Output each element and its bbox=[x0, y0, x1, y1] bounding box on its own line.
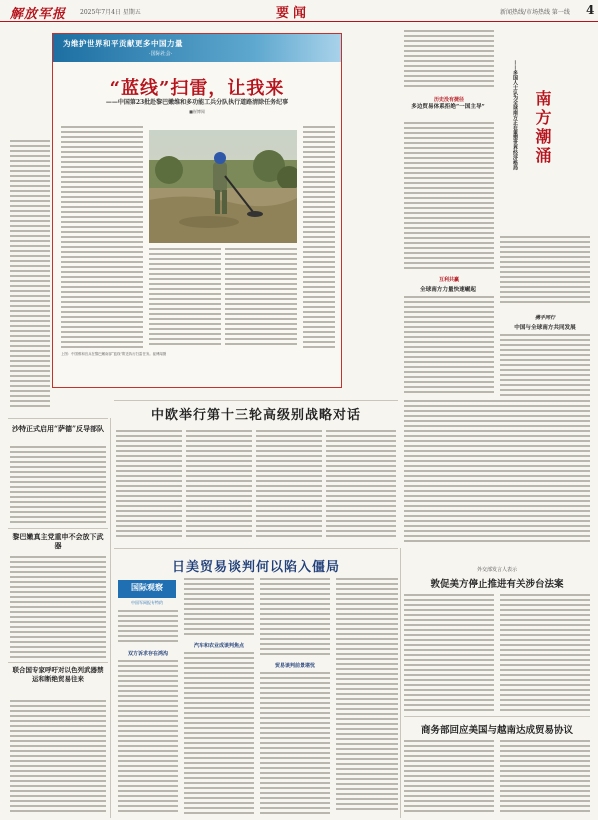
story-saudi-thaad-headline: 沙特正式启用“萨德”反导部队 bbox=[11, 424, 105, 433]
commentary-headline: 多边贸易体系拒绝“一国主导” bbox=[411, 104, 485, 110]
right-article-top-text bbox=[404, 30, 494, 90]
global-south-text bbox=[404, 296, 494, 396]
section-kicker-win-win: 互利共赢 bbox=[438, 277, 459, 283]
eu-dialogue-text-2 bbox=[186, 430, 252, 542]
article-body-left-top bbox=[58, 392, 59, 393]
badge-label: 国际观察 bbox=[131, 583, 163, 592]
story-un-experts-text bbox=[10, 700, 106, 815]
divider bbox=[404, 716, 590, 717]
feature-text-col-3 bbox=[149, 248, 221, 348]
divider bbox=[114, 548, 398, 549]
issue-date: 2025年7月4日 星期五 bbox=[80, 9, 141, 16]
mfa-taiwan-headline: 敦促美方停止推进有关涉台法案 bbox=[430, 579, 564, 590]
feature-text-col-1 bbox=[61, 126, 143, 348]
right-article-lower-text bbox=[404, 400, 590, 546]
feature-text-col-2 bbox=[303, 126, 335, 348]
newspaper-logo: 解放军报 bbox=[10, 7, 67, 22]
feature-subheadline: ——中国第23批赴黎巴嫩维和多功能工兵分队执行道路清除任务纪事 bbox=[105, 99, 289, 106]
column-divider bbox=[400, 548, 401, 818]
mofcom-vietnam-text-2 bbox=[500, 740, 590, 816]
eu-dialogue-text-4 bbox=[326, 430, 396, 542]
feature-headline: “蓝线”扫雷，让我来 bbox=[109, 78, 285, 99]
eu-dialogue-headline: 中欧举行第十三轮高级别战略对话 bbox=[150, 408, 361, 423]
divider bbox=[8, 662, 108, 663]
section-headline-global-south: 全球南方力量快速崛起 bbox=[420, 287, 476, 293]
japan-subhead-gap: 双方诉求存在鸿沟 bbox=[127, 651, 168, 657]
feature-banner-title: 为维护世界和平贡献更多中国力量 bbox=[63, 39, 183, 48]
japan-us-trade-headline: 日美贸易谈判何以陷入僵局 bbox=[171, 560, 340, 575]
right-feature-title: 南方潮涌 bbox=[533, 90, 552, 166]
story-hezbollah-text bbox=[10, 556, 106, 660]
masthead bbox=[0, 0, 598, 22]
divider bbox=[8, 528, 108, 529]
left-col-article-text bbox=[10, 140, 50, 410]
feature-text-col-4 bbox=[225, 248, 297, 348]
right-article-col-2 bbox=[500, 236, 590, 306]
story-un-experts-headline: 联合国专家呼吁对以色列武器禁运和断绝贸易往来 bbox=[12, 666, 104, 683]
feature-byline: ■崔博闻 bbox=[189, 109, 205, 114]
column-divider bbox=[110, 418, 111, 818]
story-hezbollah-headline: 黎巴嫩真主党重申不会放下武器 bbox=[12, 532, 104, 550]
hand-in-hand-text bbox=[500, 334, 590, 396]
eu-dialogue-text-1 bbox=[116, 430, 182, 542]
hand-in-hand-kicker: 携手同行 bbox=[534, 315, 555, 321]
feature-photo-caption: 上图：中国维和官兵在黎巴嫩南部“蓝线”附近执行扫雷任务。崔博闻摄 bbox=[61, 352, 167, 356]
mfa-taiwan-text-2 bbox=[500, 594, 590, 712]
divider bbox=[114, 400, 398, 401]
divider bbox=[8, 418, 108, 419]
japan-text-col-3 bbox=[260, 578, 330, 658]
commentary-text bbox=[404, 122, 494, 270]
feature-banner bbox=[53, 34, 341, 62]
commentary-kicker: 历史没有捷径 bbox=[433, 97, 464, 103]
eu-dialogue-text-3 bbox=[256, 430, 322, 542]
japan-subhead-outlook: 贸易谈判前景堪忧 bbox=[274, 663, 315, 669]
international-observation-badge bbox=[118, 580, 176, 598]
mofcom-vietnam-headline: 商务部回应美国与越南达成贸易协议 bbox=[420, 725, 573, 736]
right-feature-subtitle: ——多国人士认为全球南方正在重塑世界经济格局 bbox=[512, 60, 518, 170]
feature-banner-subtitle: ·国际社会· bbox=[149, 51, 173, 57]
japan-text-col-3b bbox=[260, 672, 330, 816]
japan-text-col-1 bbox=[118, 660, 178, 816]
feature-story-box bbox=[52, 33, 342, 388]
japan-text-col-4 bbox=[336, 578, 398, 816]
page-number: 4 bbox=[586, 3, 595, 17]
badge-sub: 中国军网报专特约 bbox=[131, 600, 163, 605]
story-saudi-thaad-text bbox=[10, 446, 106, 526]
section-title: 要闻 bbox=[276, 6, 311, 21]
mfa-kicker: 外交部发言人表示 bbox=[476, 567, 517, 573]
japan-subhead-auto-agri: 汽车和农业成谈判焦点 bbox=[193, 643, 244, 649]
mofcom-vietnam-text-1 bbox=[404, 740, 494, 816]
japan-text-col-2b bbox=[184, 652, 254, 816]
japan-text-intro bbox=[118, 610, 178, 646]
hotline-text: 新闻热线/市场热线 第一线 bbox=[500, 9, 570, 16]
feature-photo-deminer bbox=[149, 130, 297, 243]
hand-in-hand-headline: 中国与全球南方共同发展 bbox=[514, 325, 576, 331]
mfa-taiwan-text-1 bbox=[404, 594, 494, 712]
japan-text-col-2 bbox=[184, 578, 254, 638]
